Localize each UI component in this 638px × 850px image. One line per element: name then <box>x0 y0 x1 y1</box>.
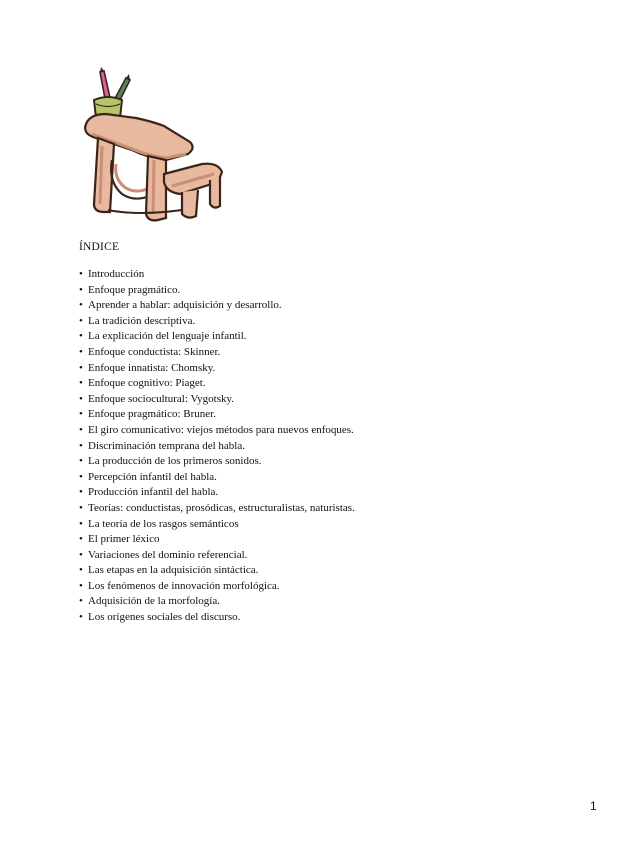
bullet: • <box>79 611 83 624</box>
bullet: • <box>79 408 83 421</box>
toc-item <box>79 407 355 423</box>
toc-item-label: Enfoque cognitivo: Piaget. <box>88 377 206 390</box>
bullet: • <box>79 392 83 405</box>
bullet: • <box>79 548 83 561</box>
bullet: • <box>79 377 83 390</box>
bullet: • <box>79 423 83 436</box>
page-number: 1 <box>590 799 597 813</box>
toc-item <box>79 563 355 579</box>
toc-item-label: Enfoque innatista: Chomsky. <box>88 361 216 374</box>
toc-item-label: Los orígenes sociales del discurso. <box>88 611 241 624</box>
index-title: ÍNDICE <box>79 241 120 253</box>
bullet: • <box>79 345 83 358</box>
toc-item-label: Enfoque pragmático: Bruner. <box>88 408 216 421</box>
bullet: • <box>79 268 83 280</box>
toc-item <box>79 329 355 345</box>
toc-item-label: La tradición descriptiva. <box>88 314 196 327</box>
toc-item <box>79 548 355 564</box>
toc-item <box>79 267 355 283</box>
toc-item-label: Enfoque sociocultural: Vygotsky. <box>88 392 235 405</box>
bullet: • <box>79 439 83 452</box>
bullet: • <box>79 517 83 530</box>
toc-item <box>79 298 355 314</box>
toc-item-label: La producción de los primeros sonidos. <box>88 455 262 468</box>
toc-item-label: El primer léxico <box>88 533 160 546</box>
bullet: • <box>79 579 83 592</box>
toc-item <box>79 501 355 517</box>
toc-item <box>79 594 355 610</box>
toc-item <box>79 439 355 455</box>
bullet: • <box>79 486 83 499</box>
toc-item-label: Teorías: conductistas, prosódicas, estructuralistas, naturistas. <box>88 501 355 514</box>
toc-item-label: Percepción infantil del habla. <box>88 470 217 483</box>
bullet: • <box>79 470 83 483</box>
bullet: • <box>79 283 83 296</box>
toc-item-label: Producción infantil del habla. <box>88 486 219 499</box>
toc-item-label: Discriminación temprana del habla. <box>88 439 245 452</box>
toc-item <box>79 532 355 548</box>
toc-item-label: Enfoque conductista: Skinner. <box>88 345 221 358</box>
toc-item <box>79 579 355 595</box>
toc-item-label: Aprender a hablar: adquisición y desarrollo. <box>88 299 282 312</box>
toc-item <box>79 361 355 377</box>
bullet: • <box>79 299 83 312</box>
toc-item <box>79 376 355 392</box>
bullet: • <box>79 314 83 327</box>
toc-item-label: Los fenómenos de innovación morfológica. <box>88 579 280 592</box>
bullet: • <box>79 330 83 343</box>
bullet: • <box>79 361 83 374</box>
toc-item <box>79 392 355 408</box>
toc-item <box>79 345 355 361</box>
toc-item <box>79 517 355 533</box>
toc-item <box>79 454 355 470</box>
toc-item <box>79 470 355 486</box>
toc-item-label: Introducción <box>88 268 145 280</box>
toc-item-label: La explicación del lenguaje infantil. <box>88 330 247 343</box>
toc-item <box>79 423 355 439</box>
toc-item-label: Adquisición de la morfología. <box>88 595 220 608</box>
toc-item <box>79 485 355 501</box>
bullet: • <box>79 533 83 546</box>
toc-item-label: El giro comunicativo: viejos métodos para nuevos enfoques. <box>88 423 354 436</box>
bullet: • <box>79 564 83 577</box>
bullet: • <box>79 501 83 514</box>
toc-item-label: Las etapas en la adquisición sintáctica. <box>88 564 259 577</box>
school-desk-icon <box>78 64 226 226</box>
toc-item-label: Variaciones del dominio referencial. <box>88 548 248 561</box>
bullet: • <box>79 595 83 608</box>
toc-item <box>79 314 355 330</box>
toc-item-label: Enfoque pragmático. <box>88 283 181 296</box>
toc-item-label: La teoría de los rasgos semánticos <box>88 517 239 530</box>
toc-item <box>79 283 355 299</box>
table-of-contents <box>79 267 355 626</box>
toc-item <box>79 610 355 626</box>
bullet: • <box>79 455 83 468</box>
